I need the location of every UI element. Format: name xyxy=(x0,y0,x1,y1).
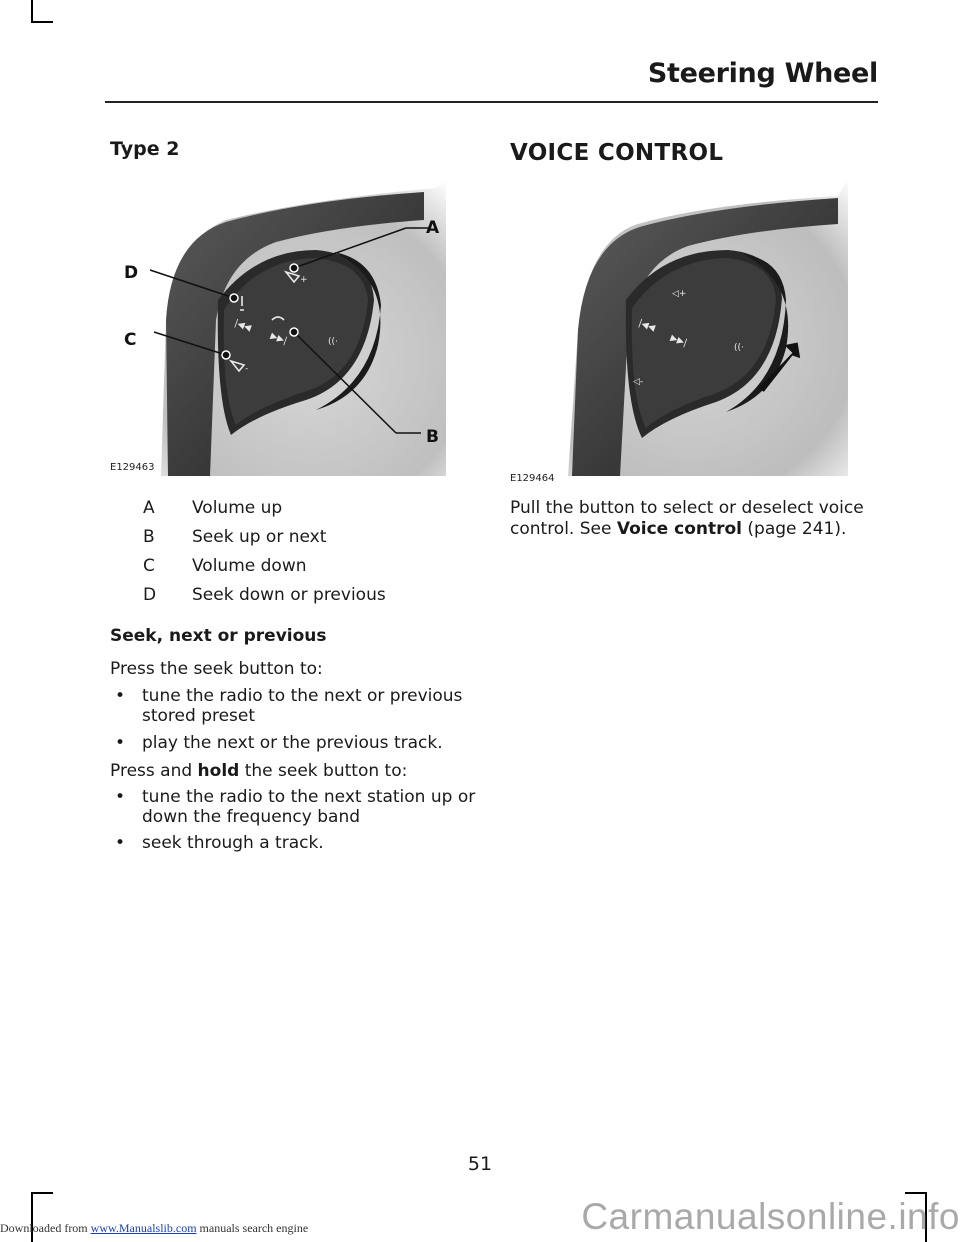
voice-control-illustration xyxy=(538,180,868,476)
figure-code: E129464 xyxy=(510,473,555,484)
steering-controls-figure xyxy=(106,180,462,476)
steering-controls-illustration xyxy=(106,180,462,476)
hold-intro-before: Press and xyxy=(110,761,198,781)
section-heading-voice-control: VOICE CONTROL xyxy=(510,140,724,166)
bullet-text: play the next or the previous track. xyxy=(142,733,443,753)
footer-suffix: manuals search engine xyxy=(196,1221,309,1235)
legend-text: Volume down xyxy=(192,556,307,576)
voice-control-figure xyxy=(538,180,868,476)
hold-intro-bold: hold xyxy=(197,761,240,781)
legend-key: C xyxy=(143,556,155,576)
bullet-dot: • xyxy=(115,833,126,853)
legend-row xyxy=(110,581,470,610)
crop-mark xyxy=(905,1192,927,1194)
crop-mark xyxy=(31,0,33,22)
legend-row xyxy=(110,523,470,552)
svg-text:▶▶|: ▶▶| xyxy=(668,333,689,349)
svg-text:|◀◀: |◀◀ xyxy=(636,318,657,334)
title-rule xyxy=(105,101,878,103)
legend-row xyxy=(110,494,470,523)
bullet-dot: • xyxy=(115,686,126,706)
section-heading-type-2: Type 2 xyxy=(110,138,180,160)
svg-text:|◀◀: |◀◀ xyxy=(232,318,253,334)
legend-text: Seek up or next xyxy=(192,527,327,547)
legend-text: Volume up xyxy=(192,498,283,518)
voice-para-before: Pull the button to select or deselect voice control. See xyxy=(510,498,864,539)
subheading-seek: Seek, next or previous xyxy=(110,626,327,646)
hold-intro xyxy=(110,761,407,782)
svg-text:◁-: ◁- xyxy=(633,377,644,387)
footer-prefix: Downloaded from xyxy=(0,1221,91,1235)
page-title: Steering Wheel xyxy=(647,58,878,89)
svg-text:((·: ((· xyxy=(734,343,744,353)
bullet-dot: • xyxy=(115,733,126,753)
voice-para-after: (page 241). xyxy=(742,519,847,539)
bullet-text: tune the radio to the next or previous stored preset xyxy=(142,686,463,726)
download-footer xyxy=(0,1221,308,1236)
callout-c: C xyxy=(124,330,137,350)
legend-table xyxy=(110,494,470,610)
callout-b: B xyxy=(426,427,439,447)
manualslib-link[interactable]: www.Manualslib.com xyxy=(90,1221,197,1235)
legend-row xyxy=(110,552,470,581)
legend-key: D xyxy=(143,585,157,605)
hold-intro-after: the seek button to: xyxy=(239,761,408,781)
page-number: 51 xyxy=(467,1153,493,1175)
bullet-text: tune the radio to the next station up or down the frequency band xyxy=(142,787,476,827)
callout-d: D xyxy=(124,263,139,283)
crop-mark xyxy=(31,1192,53,1194)
legend-text: Seek down or previous xyxy=(192,585,386,605)
svg-text:((·: ((· xyxy=(328,337,338,347)
svg-text:+: + xyxy=(300,275,308,285)
figure-code: E129463 xyxy=(110,462,155,473)
press-intro: Press the seek button to: xyxy=(110,659,323,679)
svg-text:◁+: ◁+ xyxy=(672,289,687,299)
svg-text:-: - xyxy=(245,364,249,374)
legend-key: A xyxy=(143,498,155,518)
watermark: Carmanualsonline.info xyxy=(581,1196,960,1237)
legend-key: B xyxy=(143,527,155,547)
crop-mark xyxy=(31,21,53,23)
voice-control-paragraph xyxy=(510,498,880,540)
bullet-dot: • xyxy=(115,787,126,807)
callout-a: A xyxy=(426,218,440,238)
bullet-text: seek through a track. xyxy=(142,833,324,853)
svg-text:▶▶|: ▶▶| xyxy=(268,331,289,347)
voice-control-reference: Voice control xyxy=(616,519,742,539)
